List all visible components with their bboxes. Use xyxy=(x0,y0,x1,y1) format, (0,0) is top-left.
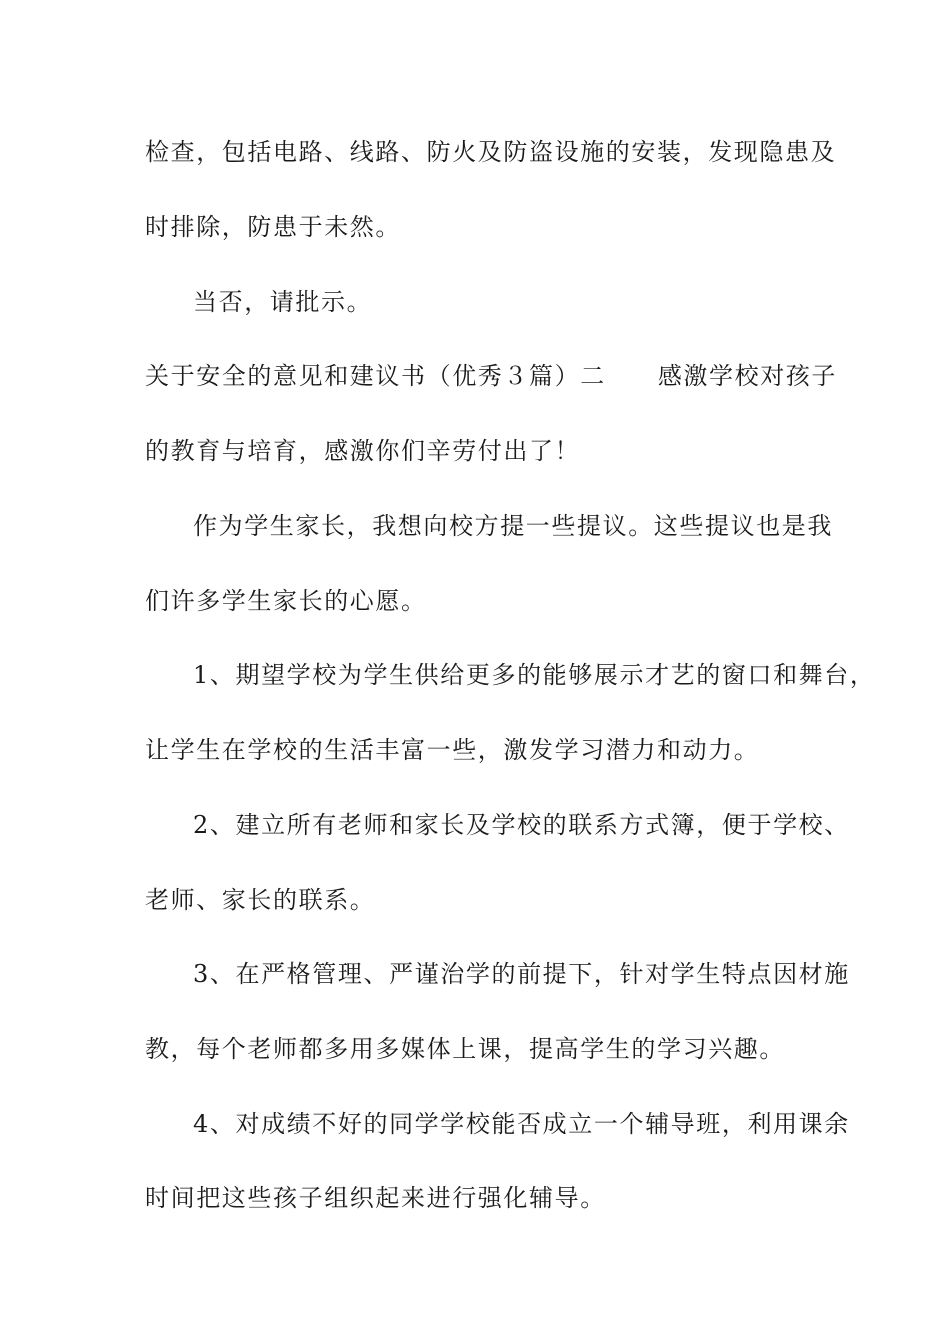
list-item-line: 老师、家长的联系。 xyxy=(145,886,376,914)
paragraph-line: 的教育与培育，感激你们辛劳付出了！ xyxy=(145,437,581,465)
paragraph-line: 作为学生家长，我想向校方提一些提议。这些提议也是我 xyxy=(193,512,833,540)
list-item-line: 时间把这些孩子组织起来进行强化辅导。 xyxy=(145,1184,606,1212)
paragraph-line: 检查，包括电路、线路、防火及防盗设施的安装，发现隐患及 xyxy=(145,138,837,166)
list-item-line: 3、在严格管理、严谨治学的前提下，针对学生特点因材施 xyxy=(193,960,850,988)
list-item-line: 1、期望学校为学生供给更多的能够展示才艺的窗口和舞台， xyxy=(193,661,876,689)
paragraph-line: 当否，请批示。 xyxy=(193,288,373,316)
section-heading-title: 关于安全的意见和建议书（优秀３篇）二 xyxy=(145,362,606,390)
paragraph-line: 们许多学生家长的心愿。 xyxy=(145,587,427,615)
list-item-line: 让学生在学校的生活丰富一些，激发学习潜力和动力。 xyxy=(145,736,760,764)
list-item-line: 2、建立所有老师和家长及学校的联系方式簿，便于学校、 xyxy=(193,811,850,839)
list-item-line: 4、对成绩不好的同学学校能否成立一个辅导班，利用课余 xyxy=(193,1110,850,1138)
list-item-line: 教，每个老师都多用多媒体上课，提高学生的学习兴趣。 xyxy=(145,1035,785,1063)
section-heading-line xyxy=(145,362,838,390)
heading-continuation-text: 感激学校对孩子 xyxy=(657,362,838,390)
paragraph-line: 时排除，防患于未然。 xyxy=(145,213,401,241)
